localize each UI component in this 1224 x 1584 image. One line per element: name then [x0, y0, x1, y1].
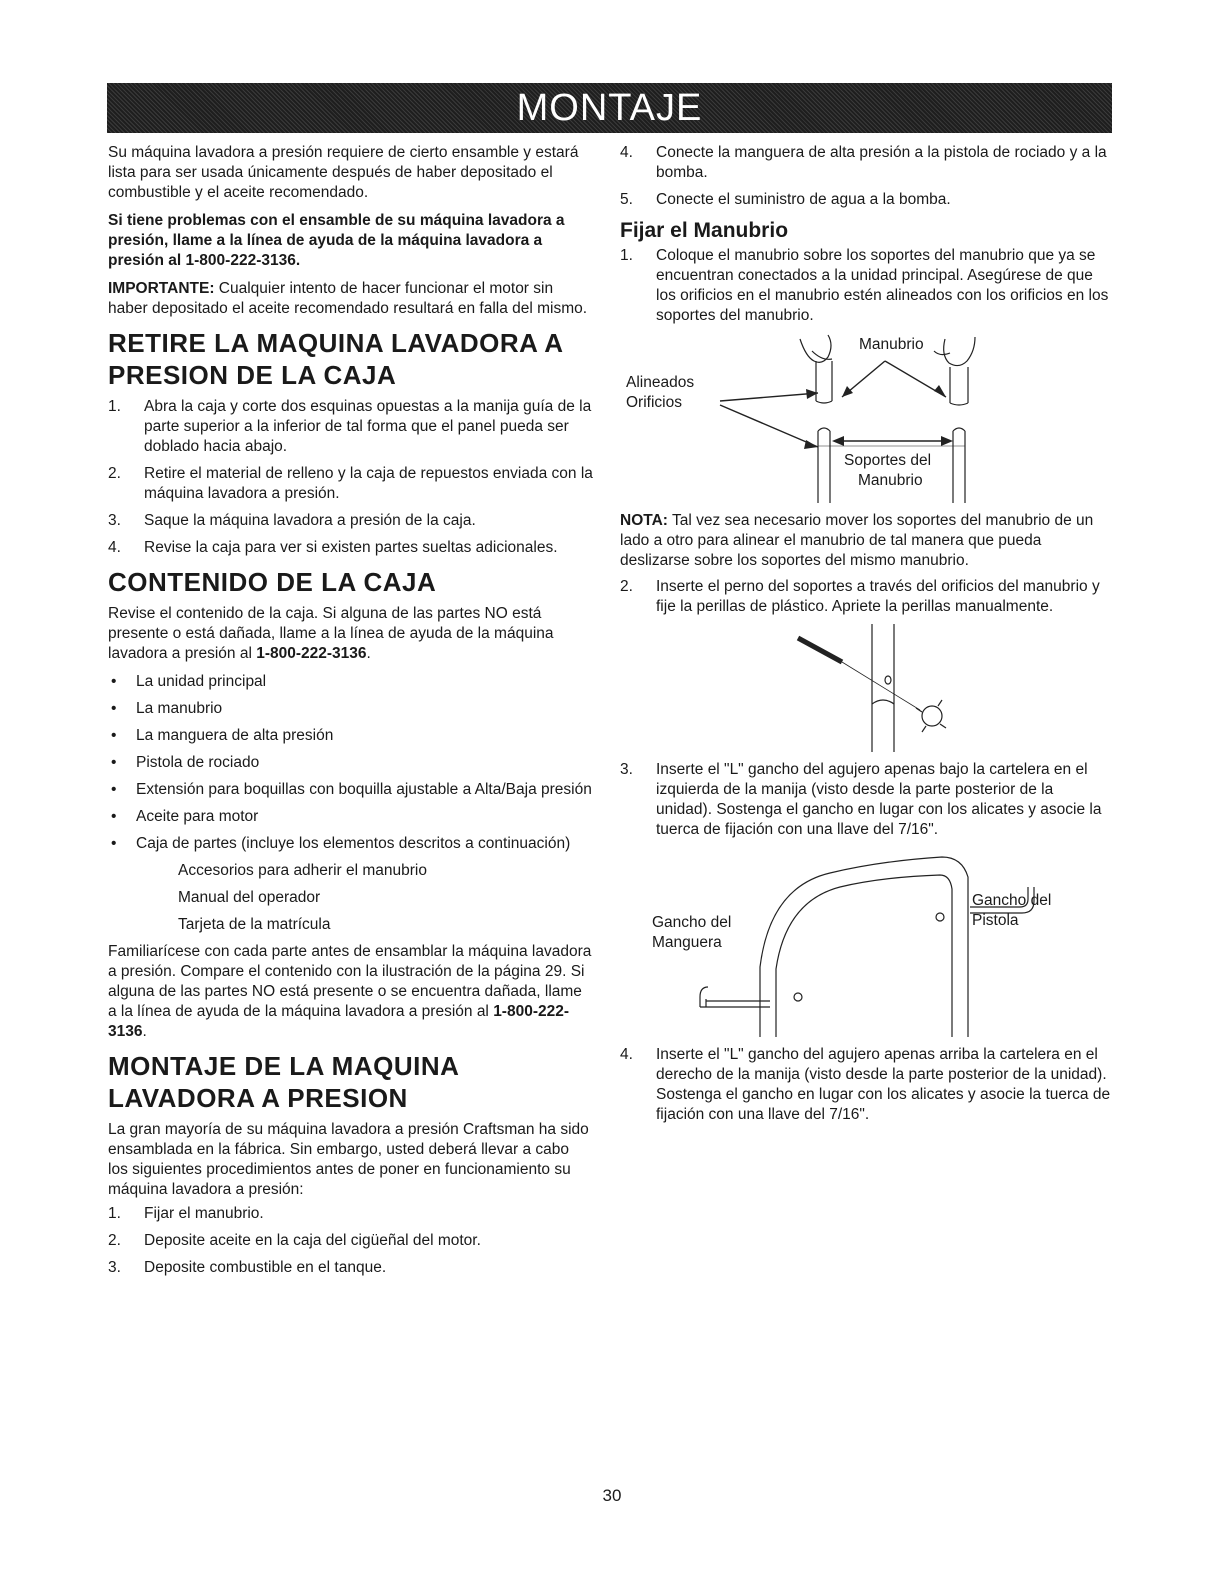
assembly-intro: La gran mayoría de su máquina lavadora a presión Craftsman ha sido ensamblada en la fábrica. Sin embargo, usted deberá llevar a cabo los siguientes procedimientos antes de poner en funcionamiento su máquina lavadora a presión: — [108, 1121, 589, 1198]
helpline-phone: 1-800-222-3136 — [256, 645, 367, 662]
list-item: 1. Fijar el manubrio. — [108, 1205, 264, 1222]
important-notice — [108, 279, 593, 319]
list-item: • Pistola de rociado — [111, 754, 260, 771]
title-banner — [107, 83, 1112, 133]
list-item: • La manubrio — [111, 700, 223, 717]
handle-step-1 — [620, 246, 1112, 326]
section-heading-assembly: MONTAJE DE LA MAQUINA LAVADORA A PRESION — [108, 1051, 459, 1113]
page-title: MONTAJE — [516, 86, 703, 129]
list-item: 2. Inserte el perno del soportes a través del orificios del manubrio y fije la perillas de plástico. Apriete la perillas manualmente. — [620, 578, 1100, 615]
helpline-phone: 1-800-222-3136 — [108, 1003, 570, 1040]
intro-paragraph: Su máquina lavadora a presión requiere de cierto ensamble y estará lista para ser usada únicamente después de haber depositado el combustible y el aceite recomendado. — [108, 144, 579, 201]
list-item: • La manguera de alta presión — [111, 727, 334, 744]
list-item: 1. Abra la caja y corte dos esquinas opuestas a la manija guía de la parte superior a la inferior de tal forma que el panel pueda ser doblado hacia abajo. — [108, 398, 592, 455]
handle-step-3 — [620, 760, 1112, 840]
important-text: Cualquier intento de hacer funcionar el motor sin haber depositado el aceite recomendado resultará en falla del mismo. — [108, 280, 588, 317]
label-soportes: Soportes del — [844, 452, 932, 469]
label-gancho-pistola-2: Pistola — [972, 912, 1019, 929]
label-gancho-manguera-2: Manguera — [652, 934, 722, 951]
list-item: • Caja de partes (incluye los elementos descritos a continuación) — [111, 835, 571, 852]
contents-intro: Revise el contenido de la caja. Si alguna de las partes NO está presente o está dañada, llame a la línea de ayuda de la máquina lavadora a presión al 1-800-222-3136. — [108, 605, 554, 662]
section-heading-box-contents: CONTENIDO DE LA CAJA — [108, 567, 437, 597]
note-label: NOTA: — [620, 512, 668, 529]
label-soportes-manubrio: Manubrio — [858, 472, 923, 489]
left-column — [108, 143, 593, 1286]
list-item: 2. Retire el material de relleno y la caja de repuestos enviada con la máquina lavadora a presión. — [108, 465, 593, 502]
sub-item: Accesorios para adherir el manubrio — [178, 862, 427, 879]
list-item: • Aceite para motor — [111, 808, 259, 825]
list-item: • La unidad principal — [111, 673, 267, 690]
list-item: 3. Deposite combustible en el tanque. — [108, 1259, 387, 1276]
helpline-notice: Si tiene problemas con el ensamble de su máquina lavadora a presión, llame a la línea de ayuda de la máquina lavadora a presión al 1-800-222-3136. — [108, 212, 565, 269]
list-item: 2. Deposite aceite en la caja del cigüeñal del motor. — [108, 1232, 481, 1249]
list-item: 4. Inserte el "L" gancho del agujero apenas arriba la cartelera en el derecho de la manija (visto desde la parte posterior de la unidad). Sostenga el gancho en lugar con los alicates y asocie la tuerca de fijación con una llave del 7/16". — [620, 1046, 1111, 1123]
label-gancho-pistola-1: Gancho del — [972, 892, 1052, 909]
handle-step-4 — [620, 1045, 1112, 1125]
important-label: IMPORTANTE: — [108, 280, 215, 297]
label-manubrio: Manubrio — [859, 336, 924, 353]
bolt-knob-illustration — [620, 624, 1112, 752]
list-item: 4. Revise la caja para ver si existen partes sueltas adicionales. — [108, 539, 558, 556]
contents-list — [108, 672, 593, 854]
list-item: 3. Saque la máquina lavadora a presión de la caja. — [108, 512, 476, 529]
note-paragraph: NOTA: Tal vez sea necesario mover los soportes del manubrio de un lado a otro para alinear el manubrio de tal manera que pueda deslizarse sobre los soportes del mismo manubrio. — [620, 512, 1094, 569]
handle-step-2 — [620, 577, 1112, 617]
connect-steps-list — [620, 143, 1112, 210]
list-item: 4. Conecte la manguera de alta presión a la pistola de rociado y a la bomba. — [620, 144, 1107, 181]
list-item: 5. Conecte el suministro de agua a la bomba. — [620, 191, 951, 208]
label-orificios: Orificios — [626, 394, 682, 411]
handle-alignment-figure — [620, 331, 1112, 503]
section-heading-remove-from-box: RETIRE LA MAQUINA LAVADORA A PRESION DE LA CAJA — [108, 328, 563, 390]
sub-item: Manual del operador — [178, 889, 321, 906]
sub-item: Tarjeta de la matrícula — [178, 916, 331, 933]
bolt-knob-figure — [620, 624, 1112, 752]
hooks-figure — [620, 847, 1112, 1037]
list-item: 3. Inserte el "L" gancho del agujero apenas bajo la cartelera en el izquierda de la manija (visto desde la parte posterior de la unidad). Sostenga el gancho en lugar con los alicates y asocie la tuerca de fijación con una llave del 7/16". — [620, 761, 1102, 838]
list-item: • Extensión para boquillas con boquilla ajustable a Alta/Baja presión — [111, 781, 592, 798]
label-gancho-manguera-1: Gancho del — [652, 914, 732, 931]
label-alineados: Alineados — [626, 374, 695, 391]
remove-steps-list — [108, 397, 593, 558]
assembly-steps-list — [108, 1204, 593, 1278]
list-item: 1. Coloque el manubrio sobre los soportes del manubrio que ya se encuentran conectados a la unidad principal. Asegúrese de que los orificios en el manubrio estén alineados con los orificios en los soportes del manubrio. — [620, 247, 1109, 324]
page-number: 30 — [602, 1486, 622, 1505]
right-column — [620, 143, 1112, 1133]
contents-outro: Familiarícese con cada parte antes de ensamblar la máquina lavadora a presión. Compare el contenido con la ilustración de la página 29. Si alguna de las partes NO está presente o se encuentra dañada, llame a la línea de ayuda de la máquina lavadora a presión al 1-800-222-3136. — [108, 943, 592, 1040]
subheading-fix-handle: Fijar el Manubrio — [620, 219, 789, 242]
